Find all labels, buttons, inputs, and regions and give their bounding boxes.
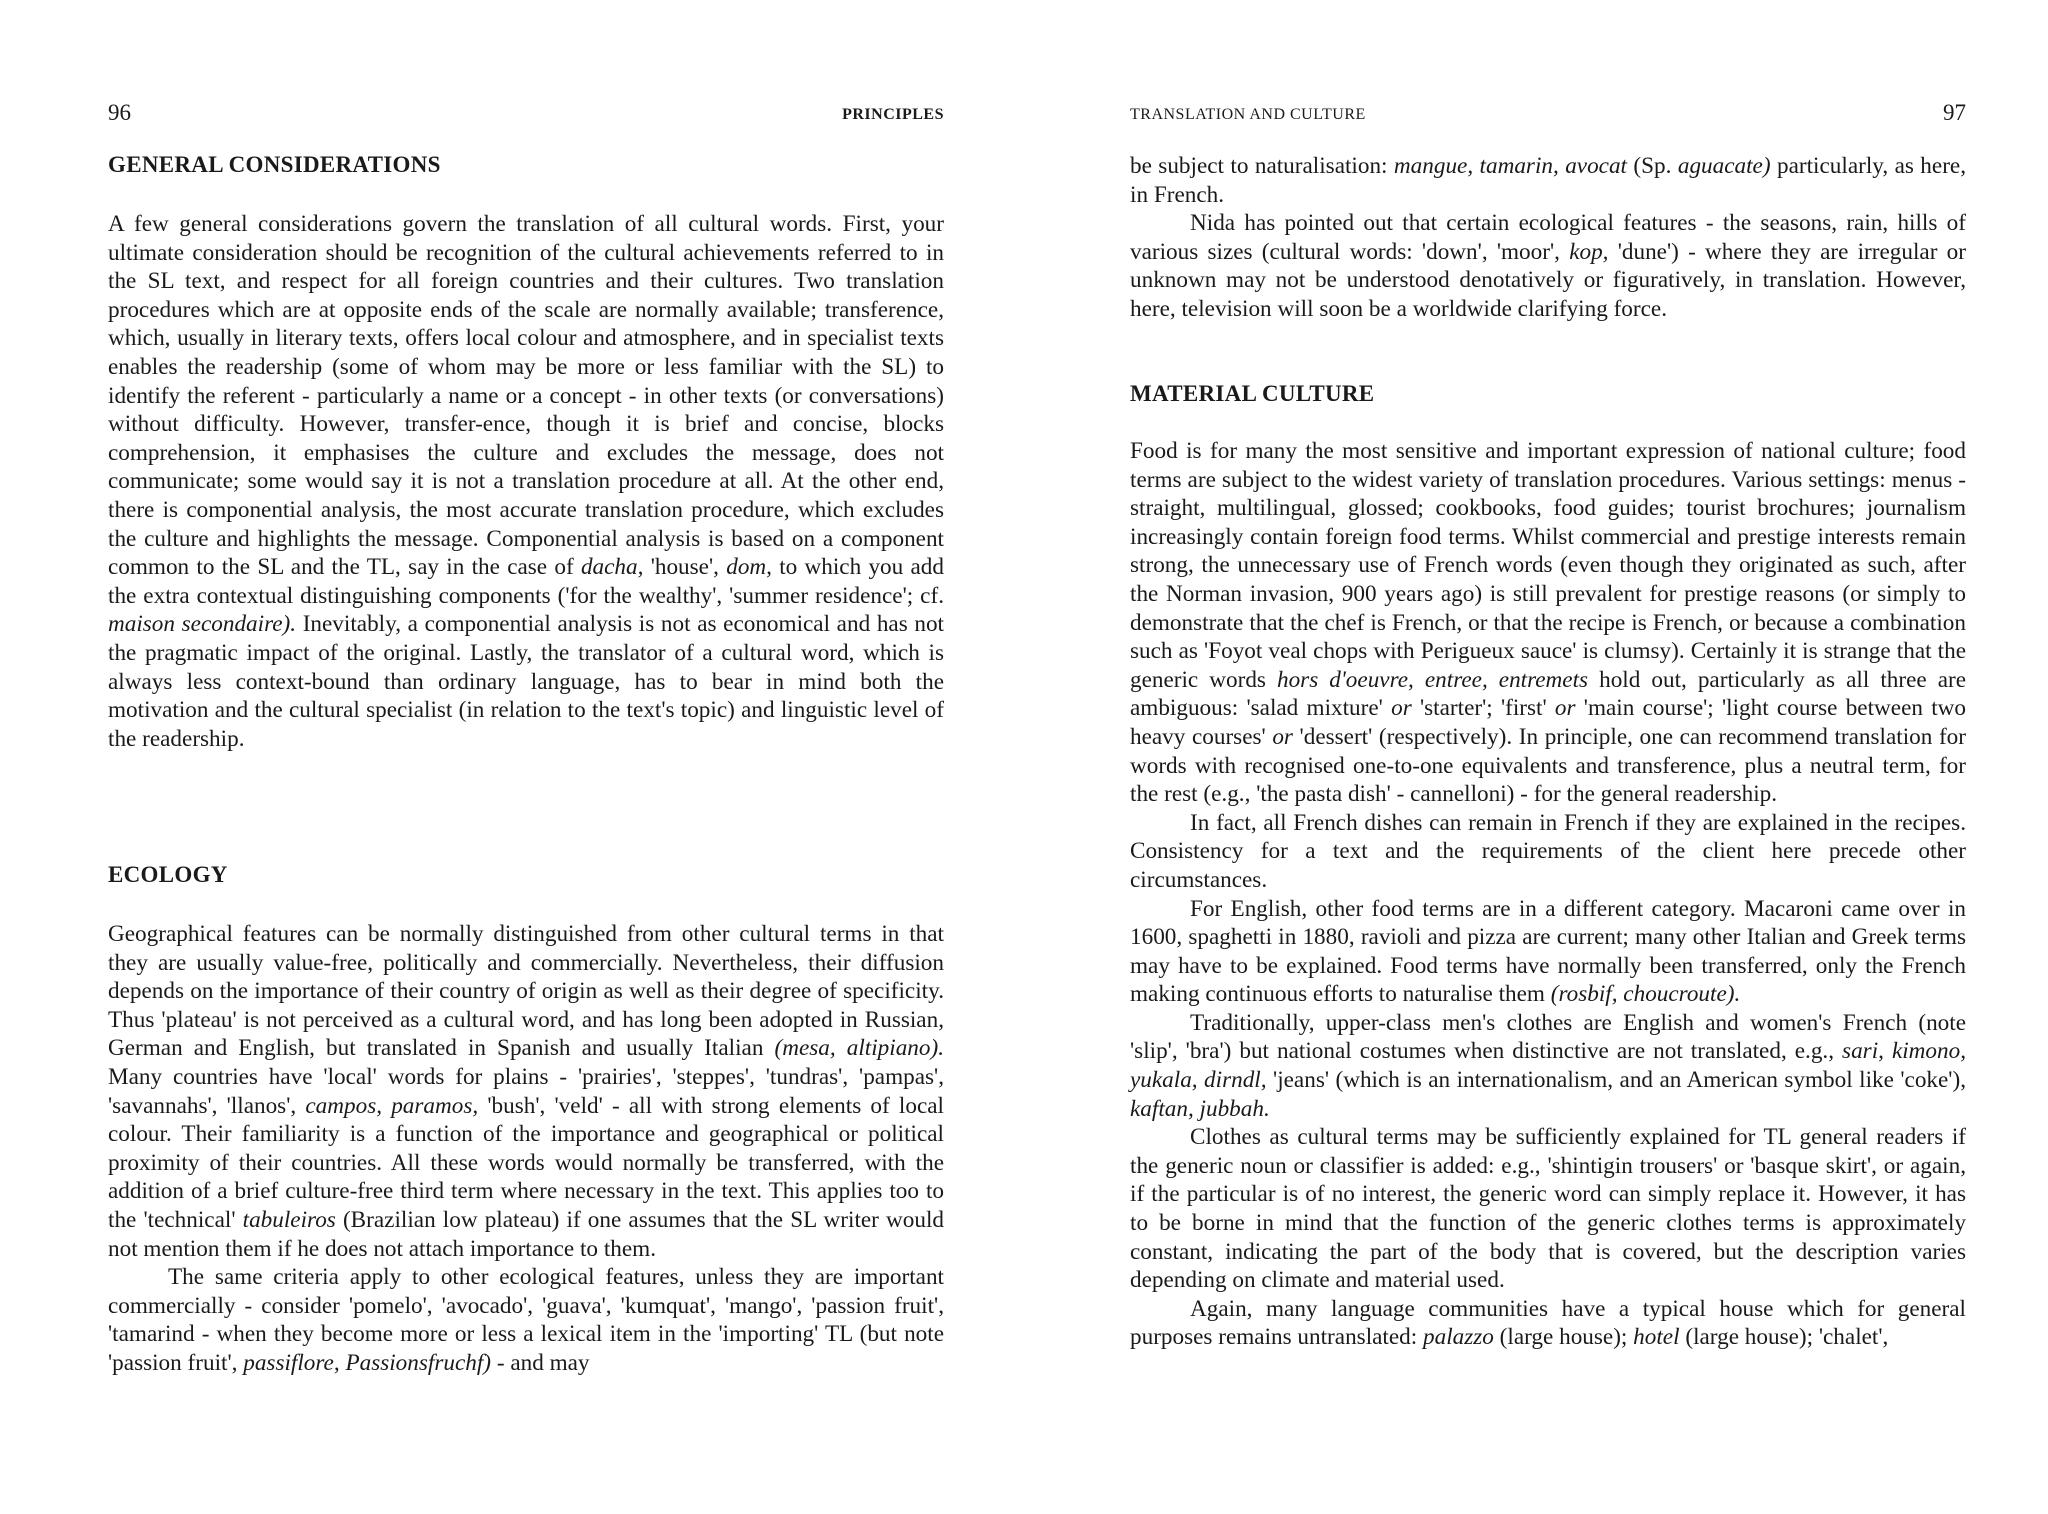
continued-text xyxy=(1130,152,1966,324)
paragraph: In fact, all French dishes can remain in French if they are explained in the recipes. Consistency for a text and the requirements of the client here precede other circumstances. xyxy=(1130,809,1966,893)
paragraph: Again, many language communities have a typical house which for general purposes remains untranslated: palazzo (large house); hotel (large house); 'chalet', xyxy=(1130,1295,1966,1351)
section-heading-general-considerations: GENERAL CONSIDERATIONS xyxy=(108,152,441,177)
section-body-general-considerations xyxy=(108,210,944,753)
section-body-ecology xyxy=(108,920,944,1378)
running-title: PRINCIPLES xyxy=(842,106,944,123)
right-page xyxy=(1130,0,1966,1514)
running-title: TRANSLATION AND CULTURE xyxy=(1130,106,1366,123)
paragraph: Traditionally, upper-class men's clothes are English and women's French (note 'slip', 'bra') but national costumes when distinctive are not translated, e.g., sari, kimono, yukala, dirndl, 'jeans' (which is an internationalism, and an American symbol like 'coke'), kaftan, jubbah. xyxy=(1130,1009,1967,1122)
running-head xyxy=(1130,100,1966,130)
left-page xyxy=(108,0,944,1514)
page-number: 97 xyxy=(1943,100,1966,125)
section-heading-ecology: ECOLOGY xyxy=(108,862,228,887)
section-heading-material-culture: MATERIAL CULTURE xyxy=(1130,381,1375,406)
paragraph: Clothes as cultural terms may be sufficiently explained for TL general readers if the generic noun or classifier is added: e.g., 'shintigin trousers' or 'basque skirt', or again, if the particular is of no interest, the generic word can simply replace it. However, it has to be borne in mind that the function of the generic clothes terms is approximately constant, indicating the part of the body that is covered, but the description varies depending on climate and material used. xyxy=(1130,1124,1966,1294)
paragraph: For English, other food terms are in a different category. Macaroni came over in 1600, spaghetti in 1880, ravioli and pizza are current; many other Italian and Greek terms may have to be explained. Food terms have normally been transferred, only the French making continuous efforts to naturalise them (rosbif, choucroute). xyxy=(1130,895,1966,1008)
paragraph: Food is for many the most sensitive and important expression of national culture; food terms are subject to the widest variety of translation procedures. Various settings: menus - straight, multilingual, glossed; cookbooks, food guides; tourist brochures; journalism increasingly contain foreign food terms. Whilst commercial and prestige interests remain strong, the unnecessary use of French words (even though they originated as such, after the Norman invasion, 900 years ago) is still prevalent for prestige reasons (or simply to demonstrate that the chef is French, or that the recipe is French, or because a combination such as 'Foyot veal chops with Perigueux sauce' is clumsy). Certainly it is strange that the generic words hors d'oeuvre, entree, entremets hold out, particularly as all three are ambiguous: 'salad mixture' or 'starter'; 'first' or 'main course'; 'light course between two heavy courses' or 'dessert' (respectively). In principle, one can recommend translation for words with recognised one-to-one equivalents and transference, plus a neutral term, for the rest (e.g., 'the pasta dish' - cannelloni) - for the general readership. xyxy=(1130,438,1966,808)
running-head xyxy=(108,100,944,130)
section-body-material-culture xyxy=(1130,437,1966,1352)
paragraph: be subject to naturalisation: mangue, tamarin, avocat (Sp. aguacate) particularly, as here, in French. xyxy=(1130,153,1967,208)
paragraph: Nida has pointed out that certain ecological features - the seasons, rain, hills of various sizes (cultural words: 'down', 'moor', kop, 'dune') - where they are irregular or unknown may not be understood denotatively or figuratively, in translation. However, here, television will soon be a worldwide clarifying force. xyxy=(1130,210,1966,322)
paragraph: Geographical features can be normally distinguished from other cultural terms in that they are usually value-free, politically and commercially. Nevertheless, their diffusion depends on the importance of their country of origin as well as their degree of specificity. Thus 'plateau' is not perceived as a cultural word, and has long been adopted in Russian, German and English, but translated in Spanish and usually Italian (mesa, altipiano). Many countries have 'local' words for plains - 'prairies', 'steppes', 'tundras', 'pampas', 'savannahs', 'llanos', campos, paramos, 'bush', 'veld' - all with strong elements of local colour. Their familiarity is a function of the importance and geographical or political proximity of their countries. All these words would normally be transferred, with the addition of a brief culture-free third term where necessary in the text. This applies too to the 'technical' tabuleiros (Brazilian low plateau) if one assumes that the SL writer would not mention them if he does not attach importance to them. xyxy=(108,921,944,1262)
paragraph: The same criteria apply to other ecological features, unless they are important commercially - consider 'pomelo', 'avocado', 'guava', 'kumquat', 'mango', 'passion fruit', 'tamarind - when they become more or less a lexical item in the 'importing' TL (but note 'passion fruit', passiflore, Passionsfruchf) - and may xyxy=(108,1264,944,1376)
page-number: 96 xyxy=(108,100,131,125)
paragraph: A few general considerations govern the translation of all cultural words. First, your ultimate consideration should be recognition of the cultural achievements referred to in the SL text, and respect for all foreign countries and their cultures. Two translation procedures which are at opposite ends of the scale are normally available; transference, which, usually in literary texts, offers local colour and atmosphere, and in specialist texts enables the readership (some of whom may be more or less familiar with the SL) to identify the referent - particularly a name or a concept - in other texts (or conversations) without difficulty. However, transfer-ence, though it is brief and concise, blocks comprehension, it emphasises the culture and excludes the message, does not communicate; some would say it is not a translation procedure at all. At the other end, there is componential analysis, the most accurate translation procedure, which excludes the culture and highlights the message. Componential analysis is based on a component common to the SL and the TL, say in the case of dacha, 'house', dom, to which you add the extra contextual distinguishing components ('for the wealthy', 'summer residence'; cf. maison secondaire). Inevitably, a componential analysis is not as economical and has not the pragmatic impact of the original. Lastly, the translator of a cultural word, which is always less context-bound than ordinary language, has to bear in mind both the motivation and the cultural specialist (in relation to the text's topic) and linguistic level of the readership. xyxy=(108,211,945,752)
